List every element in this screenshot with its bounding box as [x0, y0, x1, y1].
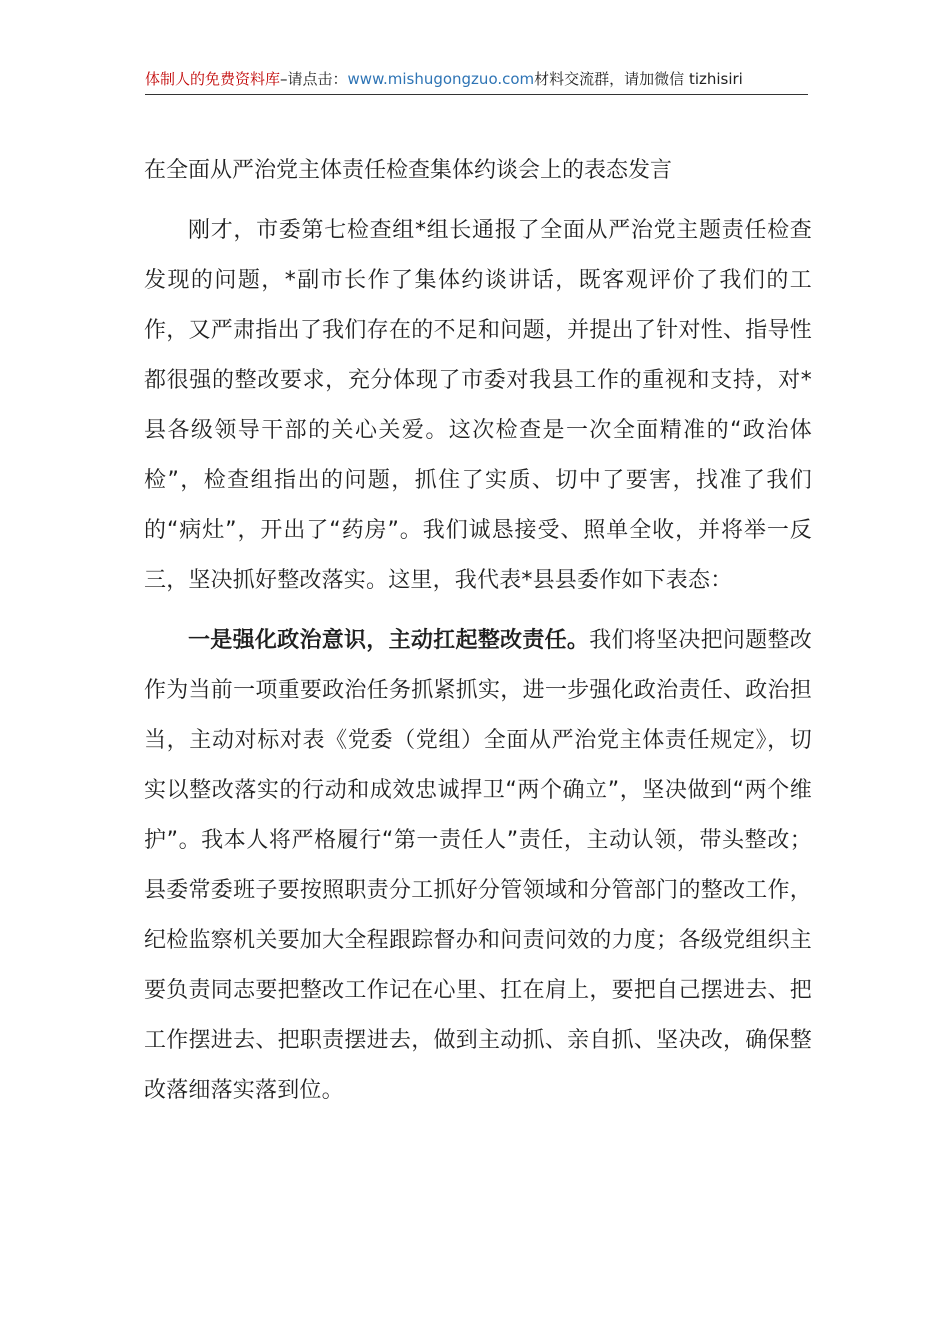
paragraph-point-one — [144, 616, 812, 1116]
header-url-link[interactable]: www.mishugongzuo.com — [347, 70, 535, 88]
paragraph-point-one-body: 我们将坚决把问题整改作为当前一项重要政治任务抓紧抓实，进一步强化政治责任、政治担当，主动对标对表《党委（党组）全面从严治党主体责任规定》，切实以整改落实的行动和成效忠诚捍卫“两个确立”，坚决做到“两个维护”。我本人将严格履行“第一责任人”责任，主动认领，带头整改；县委常委班子要按照职责分工抓好分管领域和分管部门的整改工作，纪检监察机关要加大全程跟踪督办和问责问效的力度；各级党组织主要负责同志要把整改工作记在心里、扛在肩上，要把自己摆进去、把工作摆进去、把职责摆进去，做到主动抓、亲自抓、坚决改，确保整改落细落实落到位。 — [144, 628, 812, 1103]
paragraph-intro: 刚才，市委第七检查组*组长通报了全面从严治党主题责任检查发现的问题，*副市长作了集体约谈讲话，既客观评价了我们的工作，又严肃指出了我们存在的不足和问题，并提出了针对性、指导性都很强的整改要求，充分体现了市委对我县工作的重视和支持，对*县各级领导干部的关心关爱。这次检查是一次全面精准的“政治体检”，检查组指出的问题，抓住了实质、切中了要害，找准了我们的“病灶”，开出了“药房”。我们诚恳接受、照单全收，并将举一反三，坚决抓好整改落实。这里，我代表*县县委作如下表态： — [144, 218, 812, 593]
header-brand: 体制人的免费资料库 — [145, 70, 281, 88]
document-body — [144, 146, 812, 1116]
paragraph-point-one-lead: 一是强化政治意识，主动扛起整改责任。 — [188, 628, 590, 653]
header-click-text: –请点击： — [280, 70, 348, 88]
header-group-text: 材料交流群，请加微信 tizhisiri — [534, 70, 743, 88]
page-header — [145, 64, 808, 95]
document-title: 在全面从严治党主体责任检查集体约谈会上的表态发言 — [144, 158, 673, 183]
